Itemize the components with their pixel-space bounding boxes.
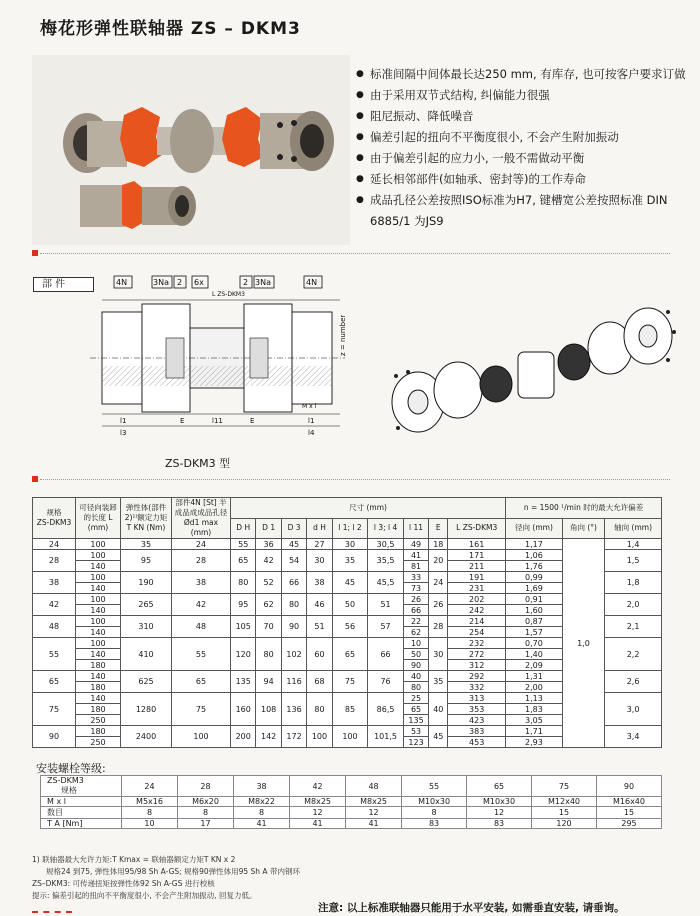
cell-l11: 50	[403, 649, 428, 660]
cell-l3l4: 51	[368, 594, 404, 616]
cell-lzs: 383	[448, 726, 506, 737]
cell-l11: 62	[403, 627, 428, 638]
cell-d3: 136	[281, 693, 306, 726]
cell-l1l2: 30	[332, 539, 368, 550]
cell-length: 140	[76, 627, 121, 638]
label-6x: 6x	[194, 278, 204, 287]
cell-dh-small: 38	[307, 572, 332, 594]
col-angular: 角向 (°)	[562, 518, 604, 539]
bolt-cell: 12	[290, 807, 346, 819]
bolt-cell: 42	[290, 776, 346, 797]
footnotes	[32, 854, 332, 902]
cell-radial: 0,87	[506, 616, 563, 627]
divider	[40, 479, 670, 480]
divider	[40, 253, 670, 254]
cell-d3: 102	[281, 638, 306, 671]
bolt-label-sub: 规格	[61, 786, 77, 795]
cell-radial: 1,76	[506, 561, 563, 572]
cell-lzs: 161	[448, 539, 506, 550]
cell-size: 38	[33, 572, 76, 594]
cell-l11: 73	[403, 583, 428, 594]
cell-radial: 1,83	[506, 704, 563, 715]
bolt-cell: M5x16	[122, 797, 178, 807]
cell-d3: 80	[281, 594, 306, 616]
col-l3l4: l 3; l 4	[368, 518, 404, 539]
cell-length: 180	[76, 660, 121, 671]
cell-lzs: 272	[448, 649, 506, 660]
bolt-cell: 8	[178, 807, 234, 819]
bolt-label-text: M x l	[47, 797, 66, 806]
cell-l3l4: 57	[368, 616, 404, 638]
cell-dh: 200	[231, 726, 256, 748]
label-3na-left: 3Na	[153, 278, 169, 287]
bolt-row-mxl	[41, 797, 662, 807]
col-dims-header: 尺寸 (mm)	[231, 498, 506, 519]
cell-d1: 80	[256, 638, 281, 671]
bolt-row-label	[41, 819, 122, 829]
bolt-cell: 75	[532, 776, 597, 797]
footnote: 提示: 偏差引起的扭向不平衡度很小, 不会产生附加振动, 回复力低。	[32, 891, 257, 900]
bolt-cell: 295	[596, 819, 661, 829]
cell-dh: 65	[231, 550, 256, 572]
cell-radial: 1,13	[506, 693, 563, 704]
cell-torque: 2400	[121, 726, 172, 748]
feature-list	[356, 64, 696, 232]
cell-axial: 2,2	[605, 638, 662, 671]
cell-axial: 3,4	[605, 726, 662, 748]
bolt-cell: 8	[234, 807, 290, 819]
bolt-grade-table	[40, 775, 662, 829]
cell-radial: 1,40	[506, 649, 563, 660]
cell-e: 18	[429, 539, 448, 550]
bolt-cell: 83	[402, 819, 467, 829]
cell-d1: 52	[256, 572, 281, 594]
parts-tag: 部 件	[33, 277, 94, 292]
cell-dh-small: 51	[307, 616, 332, 638]
cell-lzs: 171	[448, 550, 506, 561]
cell-e: 24	[429, 572, 448, 594]
footer-accent	[32, 911, 72, 916]
cell-d1: 36	[256, 539, 281, 550]
cell-length: 180	[76, 682, 121, 693]
bolt-label-text: ZS-DKM3	[47, 776, 84, 785]
bolt-cell: M10x30	[402, 797, 467, 807]
cell-lzs: 191	[448, 572, 506, 583]
cell-l3l4: 86,5	[368, 693, 404, 726]
cell-lzs: 453	[448, 737, 506, 748]
cell-torque: 95	[121, 550, 172, 572]
cell-l1l2: 75	[332, 671, 368, 693]
bolt-row-count	[41, 807, 662, 819]
bolt-cell: M16x40	[596, 797, 661, 807]
cell-torque: 410	[121, 638, 172, 671]
label-4n-left: 4N	[116, 278, 128, 287]
cell-bore: 28	[172, 550, 231, 572]
cell-radial: 1,17	[506, 539, 563, 550]
cell-l3l4: 35,5	[368, 550, 404, 572]
cell-d1: 70	[256, 616, 281, 638]
cell-dh: 120	[231, 638, 256, 671]
col-d1: D 1	[256, 518, 281, 539]
dim-e-right: E	[250, 417, 255, 425]
cell-torque: 35	[121, 539, 172, 550]
cell-size: 90	[33, 726, 76, 748]
mxl-label: M x l	[302, 403, 317, 410]
cell-l1l2: 100	[332, 726, 368, 748]
drawing-caption: ZS-DKM3 型	[165, 457, 231, 470]
cell-radial: 0,70	[506, 638, 563, 649]
bolt-row-torque	[41, 819, 662, 829]
cell-dh: 135	[231, 671, 256, 693]
cell-bore: 42	[172, 594, 231, 616]
bolt-cell: 120	[532, 819, 597, 829]
cell-length: 100	[76, 539, 121, 550]
cell-bore: 24	[172, 539, 231, 550]
col-model-name: ZS-DKM3	[36, 518, 72, 527]
bolt-row-label	[41, 807, 122, 819]
coupling-photo-bottom	[80, 181, 196, 229]
cell-length: 250	[76, 715, 121, 726]
cell-length: 140	[76, 583, 121, 594]
bolt-cell: M8x22	[234, 797, 290, 807]
dim-l3: l3	[120, 429, 127, 437]
bolt-cell: 83	[467, 819, 532, 829]
accent-marker	[32, 476, 38, 482]
cell-l11: 26	[403, 594, 428, 605]
label-4n-right: 4N	[306, 278, 318, 287]
bolt-cell: 65	[467, 776, 532, 797]
cell-l11: 135	[403, 715, 428, 726]
cell-torque: 625	[121, 671, 172, 693]
cell-radial: 3,05	[506, 715, 563, 726]
label-2-right: 2	[243, 278, 249, 287]
cell-lzs: 202	[448, 594, 506, 605]
bolt-cell: 17	[178, 819, 234, 829]
cell-l11: 80	[403, 682, 428, 693]
cell-dh: 80	[231, 572, 256, 594]
col-l11: l 11	[403, 518, 428, 539]
cell-axial: 2,0	[605, 594, 662, 616]
bolt-cell: 8	[122, 807, 178, 819]
cell-lzs: 211	[448, 561, 506, 572]
bolt-label-text: 数目	[47, 808, 63, 817]
cell-radial: 2,93	[506, 737, 563, 748]
cell-radial: 1,57	[506, 627, 563, 638]
cell-length: 140	[76, 605, 121, 616]
cell-d1: 142	[256, 726, 281, 748]
cell-size: 28	[33, 550, 76, 572]
cell-torque: 265	[121, 594, 172, 616]
cell-l11: 65	[403, 704, 428, 715]
cell-length: 180	[76, 726, 121, 737]
cell-bore: 65	[172, 671, 231, 693]
cell-l1l2: 50	[332, 594, 368, 616]
exploded-view-illustration	[378, 292, 678, 442]
cell-length: 250	[76, 737, 121, 748]
cell-l3l4: 30,5	[368, 539, 404, 550]
cell-radial: 0,91	[506, 594, 563, 605]
cell-size: 48	[33, 616, 76, 638]
cell-length: 100	[76, 594, 121, 605]
cell-dh: 55	[231, 539, 256, 550]
cell-bore: 38	[172, 572, 231, 594]
cell-angular: 1,0	[562, 539, 604, 748]
feature-item: ● 标准间隔中间体最长达250 mm, 有库存, 也可按客户要求订做	[356, 64, 696, 85]
cell-length: 140	[76, 671, 121, 682]
cell-radial: 2,09	[506, 660, 563, 671]
col-d3: D 3	[281, 518, 306, 539]
cell-radial: 1,69	[506, 583, 563, 594]
dim-l11: l11	[212, 417, 223, 425]
bolt-cell: M10x30	[467, 797, 532, 807]
cell-length: 100	[76, 572, 121, 583]
cell-length: 100	[76, 616, 121, 627]
col-misalignment-header: n = 1500 ¹/min 时的最大允许偏差	[506, 498, 662, 519]
lzs-label: L ZS-DKM3	[212, 291, 245, 298]
bolt-cell: 55	[402, 776, 467, 797]
cell-d1: 62	[256, 594, 281, 616]
cell-bore: 75	[172, 693, 231, 726]
cell-dh-small: 46	[307, 594, 332, 616]
cell-lzs: 313	[448, 693, 506, 704]
cell-l11: 66	[403, 605, 428, 616]
cell-size: 75	[33, 693, 76, 726]
footnote: 1) 联轴器最大允许力矩:T Kmax = 联轴器额定力矩T KN x 2	[32, 855, 236, 864]
bolt-table-title: 安装螺栓等级:	[36, 762, 106, 775]
cell-e: 45	[429, 726, 448, 748]
cell-l11: 41	[403, 550, 428, 561]
cell-lzs: 231	[448, 583, 506, 594]
feature-item: ● 成品孔径公差按照ISO标准为H7, 键槽宽公差按照标准 DIN 6885/1 为JS9	[356, 190, 696, 232]
cell-length: 100	[76, 550, 121, 561]
bolt-row-size	[41, 776, 662, 797]
feature-item: ● 阻尼振动、降低噪音	[356, 106, 696, 127]
cell-l1l2: 45	[332, 572, 368, 594]
bolt-cell: 15	[532, 807, 597, 819]
cell-lzs: 292	[448, 671, 506, 682]
cell-d1: 94	[256, 671, 281, 693]
cell-length: 100	[76, 638, 121, 649]
cell-size: 65	[33, 671, 76, 693]
cell-axial: 2,1	[605, 616, 662, 638]
bolt-cell: 41	[290, 819, 346, 829]
cell-size: 24	[33, 539, 76, 550]
cell-lzs: 214	[448, 616, 506, 627]
cell-d1: 42	[256, 550, 281, 572]
cell-bore: 55	[172, 638, 231, 671]
cell-dh-small: 100	[307, 726, 332, 748]
specification-table	[32, 497, 662, 748]
bolt-cell: 8	[402, 807, 467, 819]
bolt-cell: 15	[596, 807, 661, 819]
dim-e-left: E	[180, 417, 185, 425]
cell-d1: 108	[256, 693, 281, 726]
cell-e: 26	[429, 594, 448, 616]
cell-d3: 116	[281, 671, 306, 693]
bolt-row-label	[41, 776, 122, 797]
accent-marker	[32, 250, 38, 256]
col-l1l2: l 1; l 2	[332, 518, 368, 539]
bolt-cell: 48	[346, 776, 402, 797]
cell-e: 35	[429, 671, 448, 693]
bolt-cell: 41	[234, 819, 290, 829]
bolt-cell: M6x20	[178, 797, 234, 807]
cell-d3: 66	[281, 572, 306, 594]
cell-l11: 53	[403, 726, 428, 737]
bolt-label-text: T A [Nm]	[47, 819, 83, 828]
cell-l3l4: 76	[368, 671, 404, 693]
cell-l3l4: 66	[368, 638, 404, 671]
cell-lzs: 332	[448, 682, 506, 693]
feature-item: ● 延长相邻部件(如轴承、密封等)的工作寿命	[356, 169, 696, 190]
cell-e: 20	[429, 550, 448, 572]
cell-l11: 10	[403, 638, 428, 649]
cell-dh-small: 68	[307, 671, 332, 693]
feature-item: ● 由于采用双节式结构, 纠偏能力很强	[356, 85, 696, 106]
cell-d3: 45	[281, 539, 306, 550]
bolt-cell: 24	[122, 776, 178, 797]
cell-bore: 48	[172, 616, 231, 638]
cell-dh: 105	[231, 616, 256, 638]
bolt-cell: 12	[346, 807, 402, 819]
cell-size: 55	[33, 638, 76, 671]
cell-axial: 3,0	[605, 693, 662, 726]
cell-length: 140	[76, 693, 121, 704]
cell-lzs: 353	[448, 704, 506, 715]
cell-radial: 1,60	[506, 605, 563, 616]
footnote: 规格24 到75, 弹性体用95/98 Sh A-GS; 规格90弹性体用95 Sh A 带内钢环	[46, 867, 300, 876]
page-title: 梅花形弹性联轴器 ZS – DKM3	[40, 19, 301, 39]
cell-radial: 1,06	[506, 550, 563, 561]
cell-l11: 33	[403, 572, 428, 583]
cell-radial: 2,00	[506, 682, 563, 693]
cell-l1l2: 65	[332, 638, 368, 671]
cell-lzs: 242	[448, 605, 506, 616]
cell-lzs: 423	[448, 715, 506, 726]
col-axial: 轴向 (mm)	[605, 518, 662, 539]
bolt-cell: M8x25	[346, 797, 402, 807]
cell-size: 42	[33, 594, 76, 616]
cell-torque: 1280	[121, 693, 172, 726]
cell-dh-small: 80	[307, 693, 332, 726]
col-model-header: 规格	[46, 508, 62, 517]
technical-drawing	[40, 274, 380, 459]
col-bore-header: 部件4N [St] 半成品成成品孔径 Ød1 max (mm)	[172, 498, 231, 539]
cell-length: 180	[76, 704, 121, 715]
bolt-row-label	[41, 797, 122, 807]
cell-radial: 1,71	[506, 726, 563, 737]
cell-e: 28	[429, 616, 448, 638]
cell-l11: 123	[403, 737, 428, 748]
cell-torque: 310	[121, 616, 172, 638]
feature-item: ● 由于偏差引起的应力小, 一般不需做动平衡	[356, 148, 696, 169]
cell-l3l4: 101,5	[368, 726, 404, 748]
cell-l11: 90	[403, 660, 428, 671]
installation-note: 注意: 以上标准联轴器只能用于水平安装, 如需垂直安装, 请垂询。	[318, 902, 625, 914]
cell-axial: 1,5	[605, 550, 662, 572]
cell-radial: 0,99	[506, 572, 563, 583]
cell-e: 30	[429, 638, 448, 671]
col-e: E	[429, 518, 448, 539]
col-lzs: L ZS-DKM3	[448, 518, 506, 539]
product-photo	[32, 55, 350, 245]
cell-length: 140	[76, 561, 121, 572]
dim-l1-left: l1	[120, 417, 127, 425]
cell-dh: 95	[231, 594, 256, 616]
cell-l1l2: 56	[332, 616, 368, 638]
col-dh-small: d H	[307, 518, 332, 539]
col-torque-header: 弹性体(部件2)¹⁾额定力矩 T KN (Nm)	[121, 498, 172, 539]
cell-l1l2: 35	[332, 550, 368, 572]
cell-dh-small: 60	[307, 638, 332, 671]
bolt-cell: 28	[178, 776, 234, 797]
cell-length: 140	[76, 649, 121, 660]
label-3na-right: 3Na	[255, 278, 271, 287]
footnote: ZS–DKM3: 可传递扭矩按弹性体92 Sh A-GS 进行校核	[32, 879, 215, 888]
cell-dh: 160	[231, 693, 256, 726]
cell-lzs: 232	[448, 638, 506, 649]
cell-e: 40	[429, 693, 448, 726]
cell-d3: 54	[281, 550, 306, 572]
dim-l4: l4	[308, 429, 315, 437]
cell-l11: 81	[403, 561, 428, 572]
cell-l1l2: 85	[332, 693, 368, 726]
cell-l11: 40	[403, 671, 428, 682]
cell-bore: 100	[172, 726, 231, 748]
cell-torque: 190	[121, 572, 172, 594]
col-radial: 径向 (mm)	[506, 518, 563, 539]
cell-radial: 1,31	[506, 671, 563, 682]
cell-dh-small: 27	[307, 539, 332, 550]
bolt-cell: 41	[346, 819, 402, 829]
bolt-cell: 38	[234, 776, 290, 797]
bolt-cell: 12	[467, 807, 532, 819]
feature-item: ● 偏差引起的扭向不平衡度很小, 不会产生附加振动	[356, 127, 696, 148]
label-2-left: 2	[177, 278, 183, 287]
cell-l11: 49	[403, 539, 428, 550]
table-row	[33, 539, 662, 550]
cell-l11: 22	[403, 616, 428, 627]
bolt-cell: 10	[122, 819, 178, 829]
bolt-cell: M12x40	[532, 797, 597, 807]
dim-l1-right: l1	[308, 417, 315, 425]
cell-axial: 1,4	[605, 539, 662, 550]
cell-l11: 25	[403, 693, 428, 704]
cell-axial: 2,6	[605, 671, 662, 693]
col-length-header: 可径向装卸的长度 L (mm)	[76, 498, 121, 539]
cell-d3: 90	[281, 616, 306, 638]
cell-axial: 1,8	[605, 572, 662, 594]
cell-l3l4: 45,5	[368, 572, 404, 594]
bolt-cell: 90	[596, 776, 661, 797]
col-dh: D H	[231, 518, 256, 539]
cell-d3: 172	[281, 726, 306, 748]
z-number-label: z = number	[339, 314, 347, 356]
cell-lzs: 312	[448, 660, 506, 671]
bolt-cell: M8x25	[290, 797, 346, 807]
cell-lzs: 254	[448, 627, 506, 638]
cell-dh-small: 30	[307, 550, 332, 572]
